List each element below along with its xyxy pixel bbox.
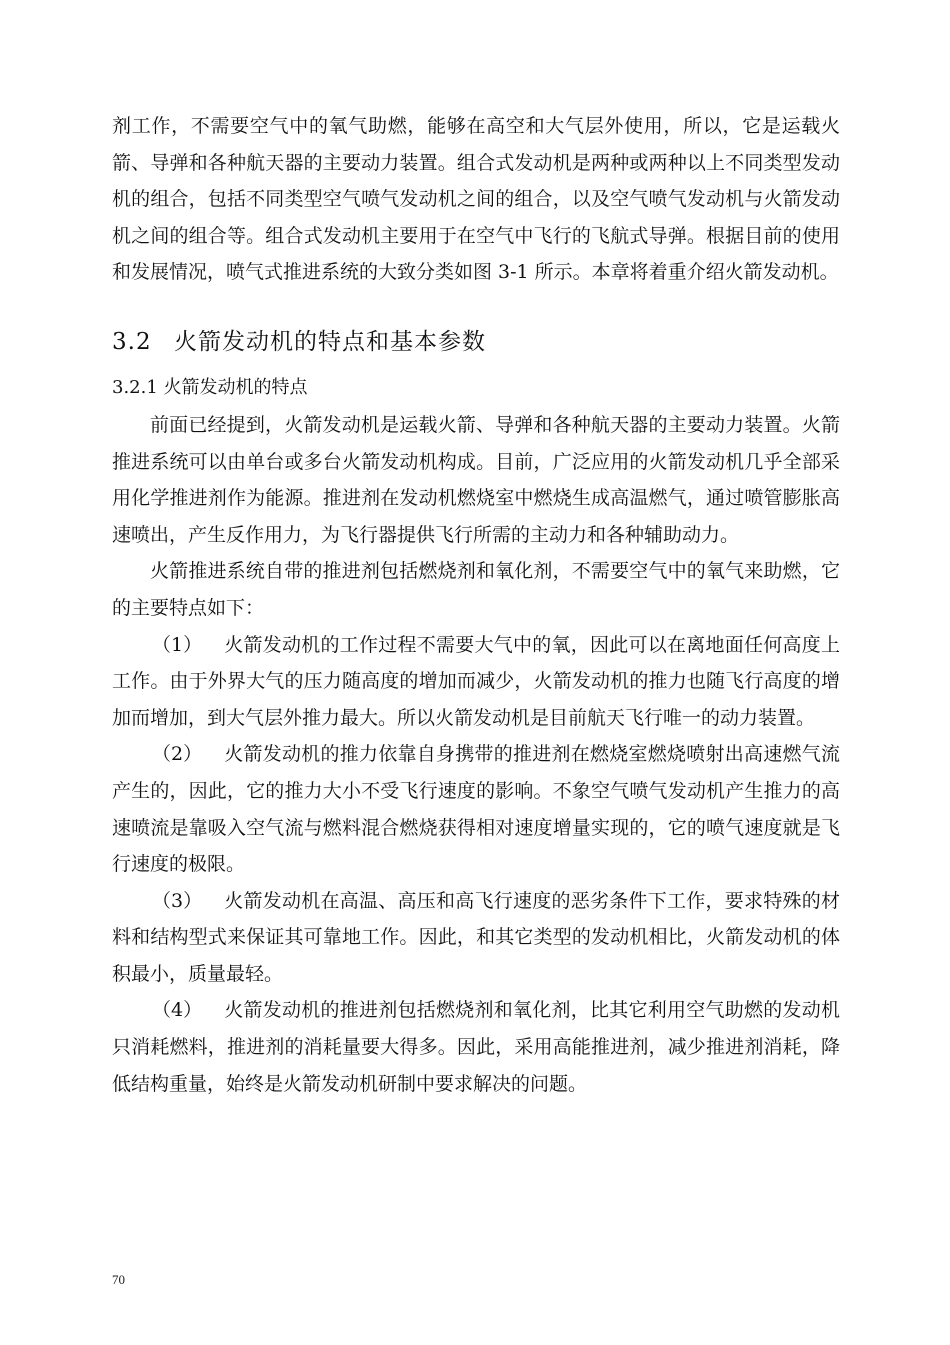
body-paragraph: 火箭推进系统自带的推进剂包括燃烧剂和氧化剂，不需要空气中的氧气来助燃，它的主要特点如下：: [112, 560, 840, 619]
page-content: [112, 108, 840, 1102]
feature-item: [112, 992, 840, 1102]
feature-item: [112, 627, 840, 737]
subsection-heading: 3.2.1 火箭发动机的特点: [112, 376, 308, 398]
section-heading: [112, 319, 840, 365]
feature-item-marker: （4）: [152, 999, 203, 1022]
feature-item-text: 火箭发动机的推力依靠自身携带的推进剂在燃烧室燃烧喷射出高速燃气流产生的，因此，它的推力大小不受飞行速度的影响。不象空气喷气发动机产生推力的高速喷流是靠吸入空气流与燃料混合燃烧获得相对速度增量实现的，它的喷气速度就是飞行速度的极限。: [112, 743, 840, 876]
feature-item-text: 火箭发动机的工作过程不需要大气中的氧，因此可以在离地面任何高度上工作。由于外界大气的压力随高度的增加而减少，火箭发动机的推力也随飞行高度的增加而增加，到大气层外推力最大。所以火箭发动机是目前航天飞行唯一的动力装置。: [112, 633, 840, 729]
feature-item: [112, 883, 840, 993]
feature-item-text: 火箭发动机的推进剂包括燃烧剂和氧化剂，比其它利用空气助燃的发动机只消耗燃料，推进剂的消耗量要大得多。因此，采用高能推进剂，减少推进剂消耗，降低结构重量，始终是火箭发动机研制中要求解决的问题。: [112, 999, 840, 1095]
feature-item-marker: （3）: [152, 889, 203, 912]
intro-paragraph: 剂工作，不需要空气中的氧气助燃，能够在高空和大气层外使用，所以，它是运载火箭、导弹和各种航天器的主要动力装置。组合式发动机是两种或两种以上不同类型发动机的组合，包括不同类型空气喷气发动机之间的组合，以及空气喷气发动机与火箭发动机之间的组合等。组合式发动机主要用于在空气中飞行的飞航式导弹。根据目前的使用和发展情况，喷气式推进系统的大致分类如图 3-1 所示。本章将着重介绍火箭发动机。: [112, 115, 840, 284]
feature-item-marker: （2）: [152, 743, 203, 766]
feature-item: [112, 736, 840, 882]
body-paragraph: 前面已经提到，火箭发动机是运载火箭、导弹和各种航天器的主要动力装置。火箭推进系统可以由单台或多台火箭发动机构成。目前，广泛应用的火箭发动机几乎全部采用化学推进剂作为能源。推进剂在发动机燃烧室中燃烧生成高温燃气，通过喷管膨胀高速喷出，产生反作用力，为飞行器提供飞行所需的主动力和各种辅助动力。: [112, 413, 840, 546]
section-title: 火箭发动机的特点和基本参数: [174, 328, 486, 355]
page-number: 70: [112, 1272, 125, 1287]
feature-item-text: 火箭发动机在高温、高压和高飞行速度的恶劣条件下工作，要求特殊的材料和结构型式来保证其可靠地工作。因此，和其它类型的发动机相比，火箭发动机的体积最小，质量最轻。: [112, 889, 840, 985]
section-number: 3.2: [112, 328, 152, 355]
feature-item-marker: （1）: [152, 633, 203, 656]
